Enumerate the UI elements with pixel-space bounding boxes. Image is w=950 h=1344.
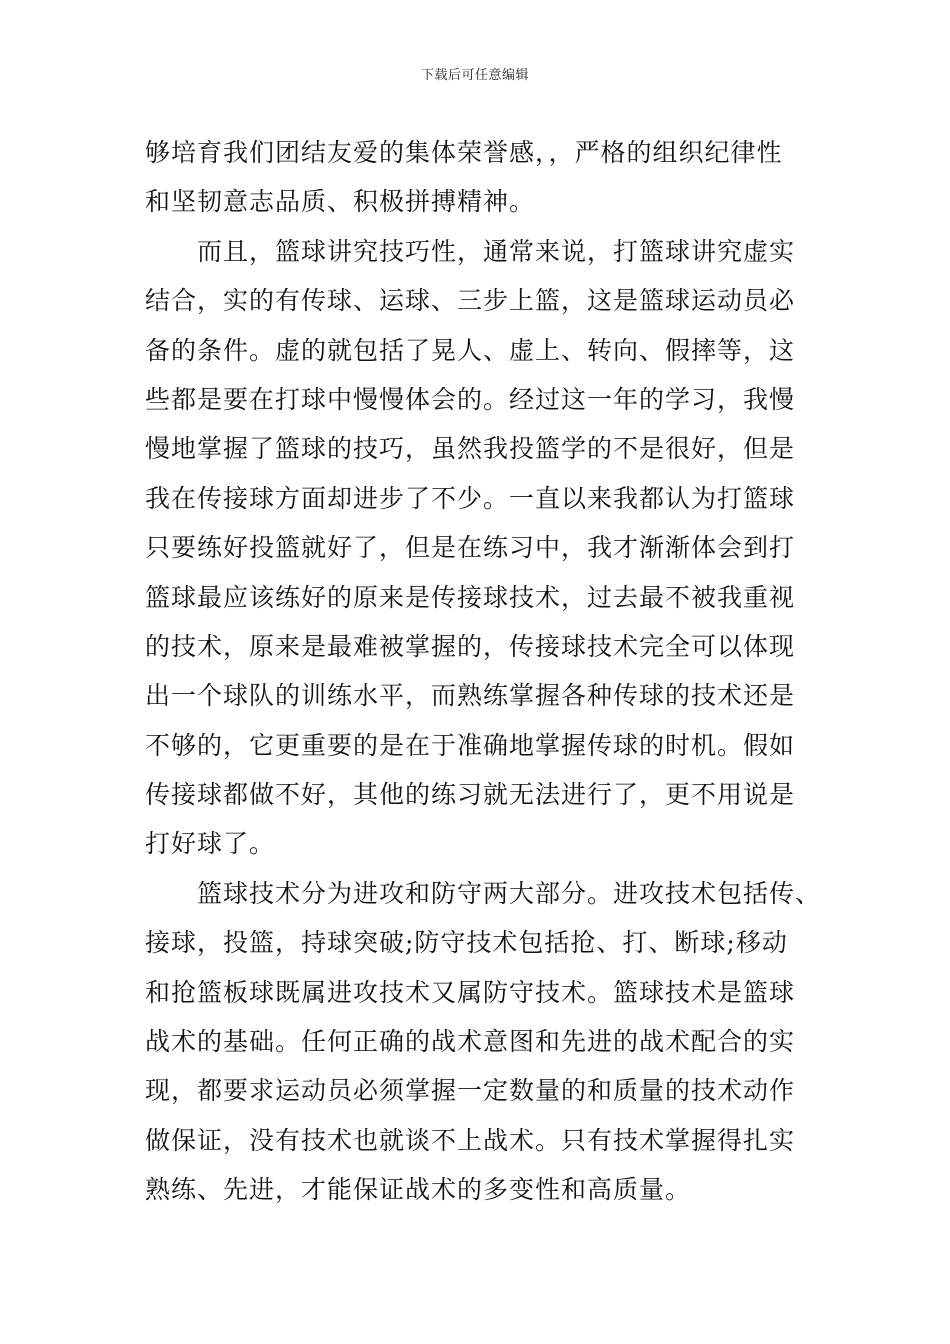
text-line: 战术的基础。任何正确的战术意图和先进的战术配合的实 [145, 1027, 796, 1057]
text-line: 和坚韧意志品质、积极拼搏精神。 [145, 187, 536, 217]
text-line: 和抢篮板球既属进攻技术又属防守技术。篮球技术是篮球 [145, 977, 796, 1007]
text-line: 备的条件。虚的就包括了晃人、虚上、转向、假摔等，这 [145, 335, 796, 365]
text-line: 够培育我们团结友爱的集体荣誉感，，严格的组织纪律性 [145, 138, 783, 167]
text-line: 篮球技术分为进攻和防守两大部分。进攻技术包括传、 [197, 878, 822, 908]
text-line: 出一个球队的训练水平，而熟练掌握各种传球的技术还是 [145, 681, 796, 711]
document-body [145, 128, 825, 1215]
text-line: 的技术，原来是最难被掌握的，传接球技术完全可以体现 [145, 631, 796, 661]
text-line: 做保证，没有技术也就谈不上战术。只有技术掌握得扎实 [145, 1125, 796, 1155]
text-line: 熟练、先进，才能保证战术的多变性和高质量。 [145, 1175, 692, 1205]
text-line: 接球，投篮，持球突破;防守技术包括抢、打、断球;移动 [145, 928, 788, 958]
page-header: 下载后可任意编辑 [420, 68, 529, 83]
text-line: 而且，篮球讲究技巧性，通常来说，打篮球讲究虚实 [197, 236, 796, 266]
text-line: 只要练好投篮就好了，但是在练习中，我才渐渐体会到打 [145, 533, 796, 563]
text-line: 传接球都做不好，其他的练习就无法进行了，更不用说是 [145, 780, 796, 810]
text-line: 不够的，它更重要的是在于准确地掌握传球的时机。假如 [145, 730, 796, 760]
text-line: 打好球了。 [145, 829, 276, 859]
text-line: 些都是要在打球中慢慢体会的。经过这一年的学习，我慢 [145, 384, 796, 414]
text-line: 篮球最应该练好的原来是传接球技术，过去最不被我重视 [145, 582, 796, 612]
text-line: 现，都要求运动员必须掌握一定数量的和质量的技术动作 [145, 1076, 796, 1106]
text-line: 我在传接球方面却进步了不少。一直以来我都认为打篮球 [145, 483, 796, 513]
text-line: 慢地掌握了篮球的技巧，虽然我投篮学的不是很好，但是 [145, 434, 796, 464]
text-line: 结合，实的有传球、运球、三步上篮，这是篮球运动员必 [145, 286, 796, 316]
